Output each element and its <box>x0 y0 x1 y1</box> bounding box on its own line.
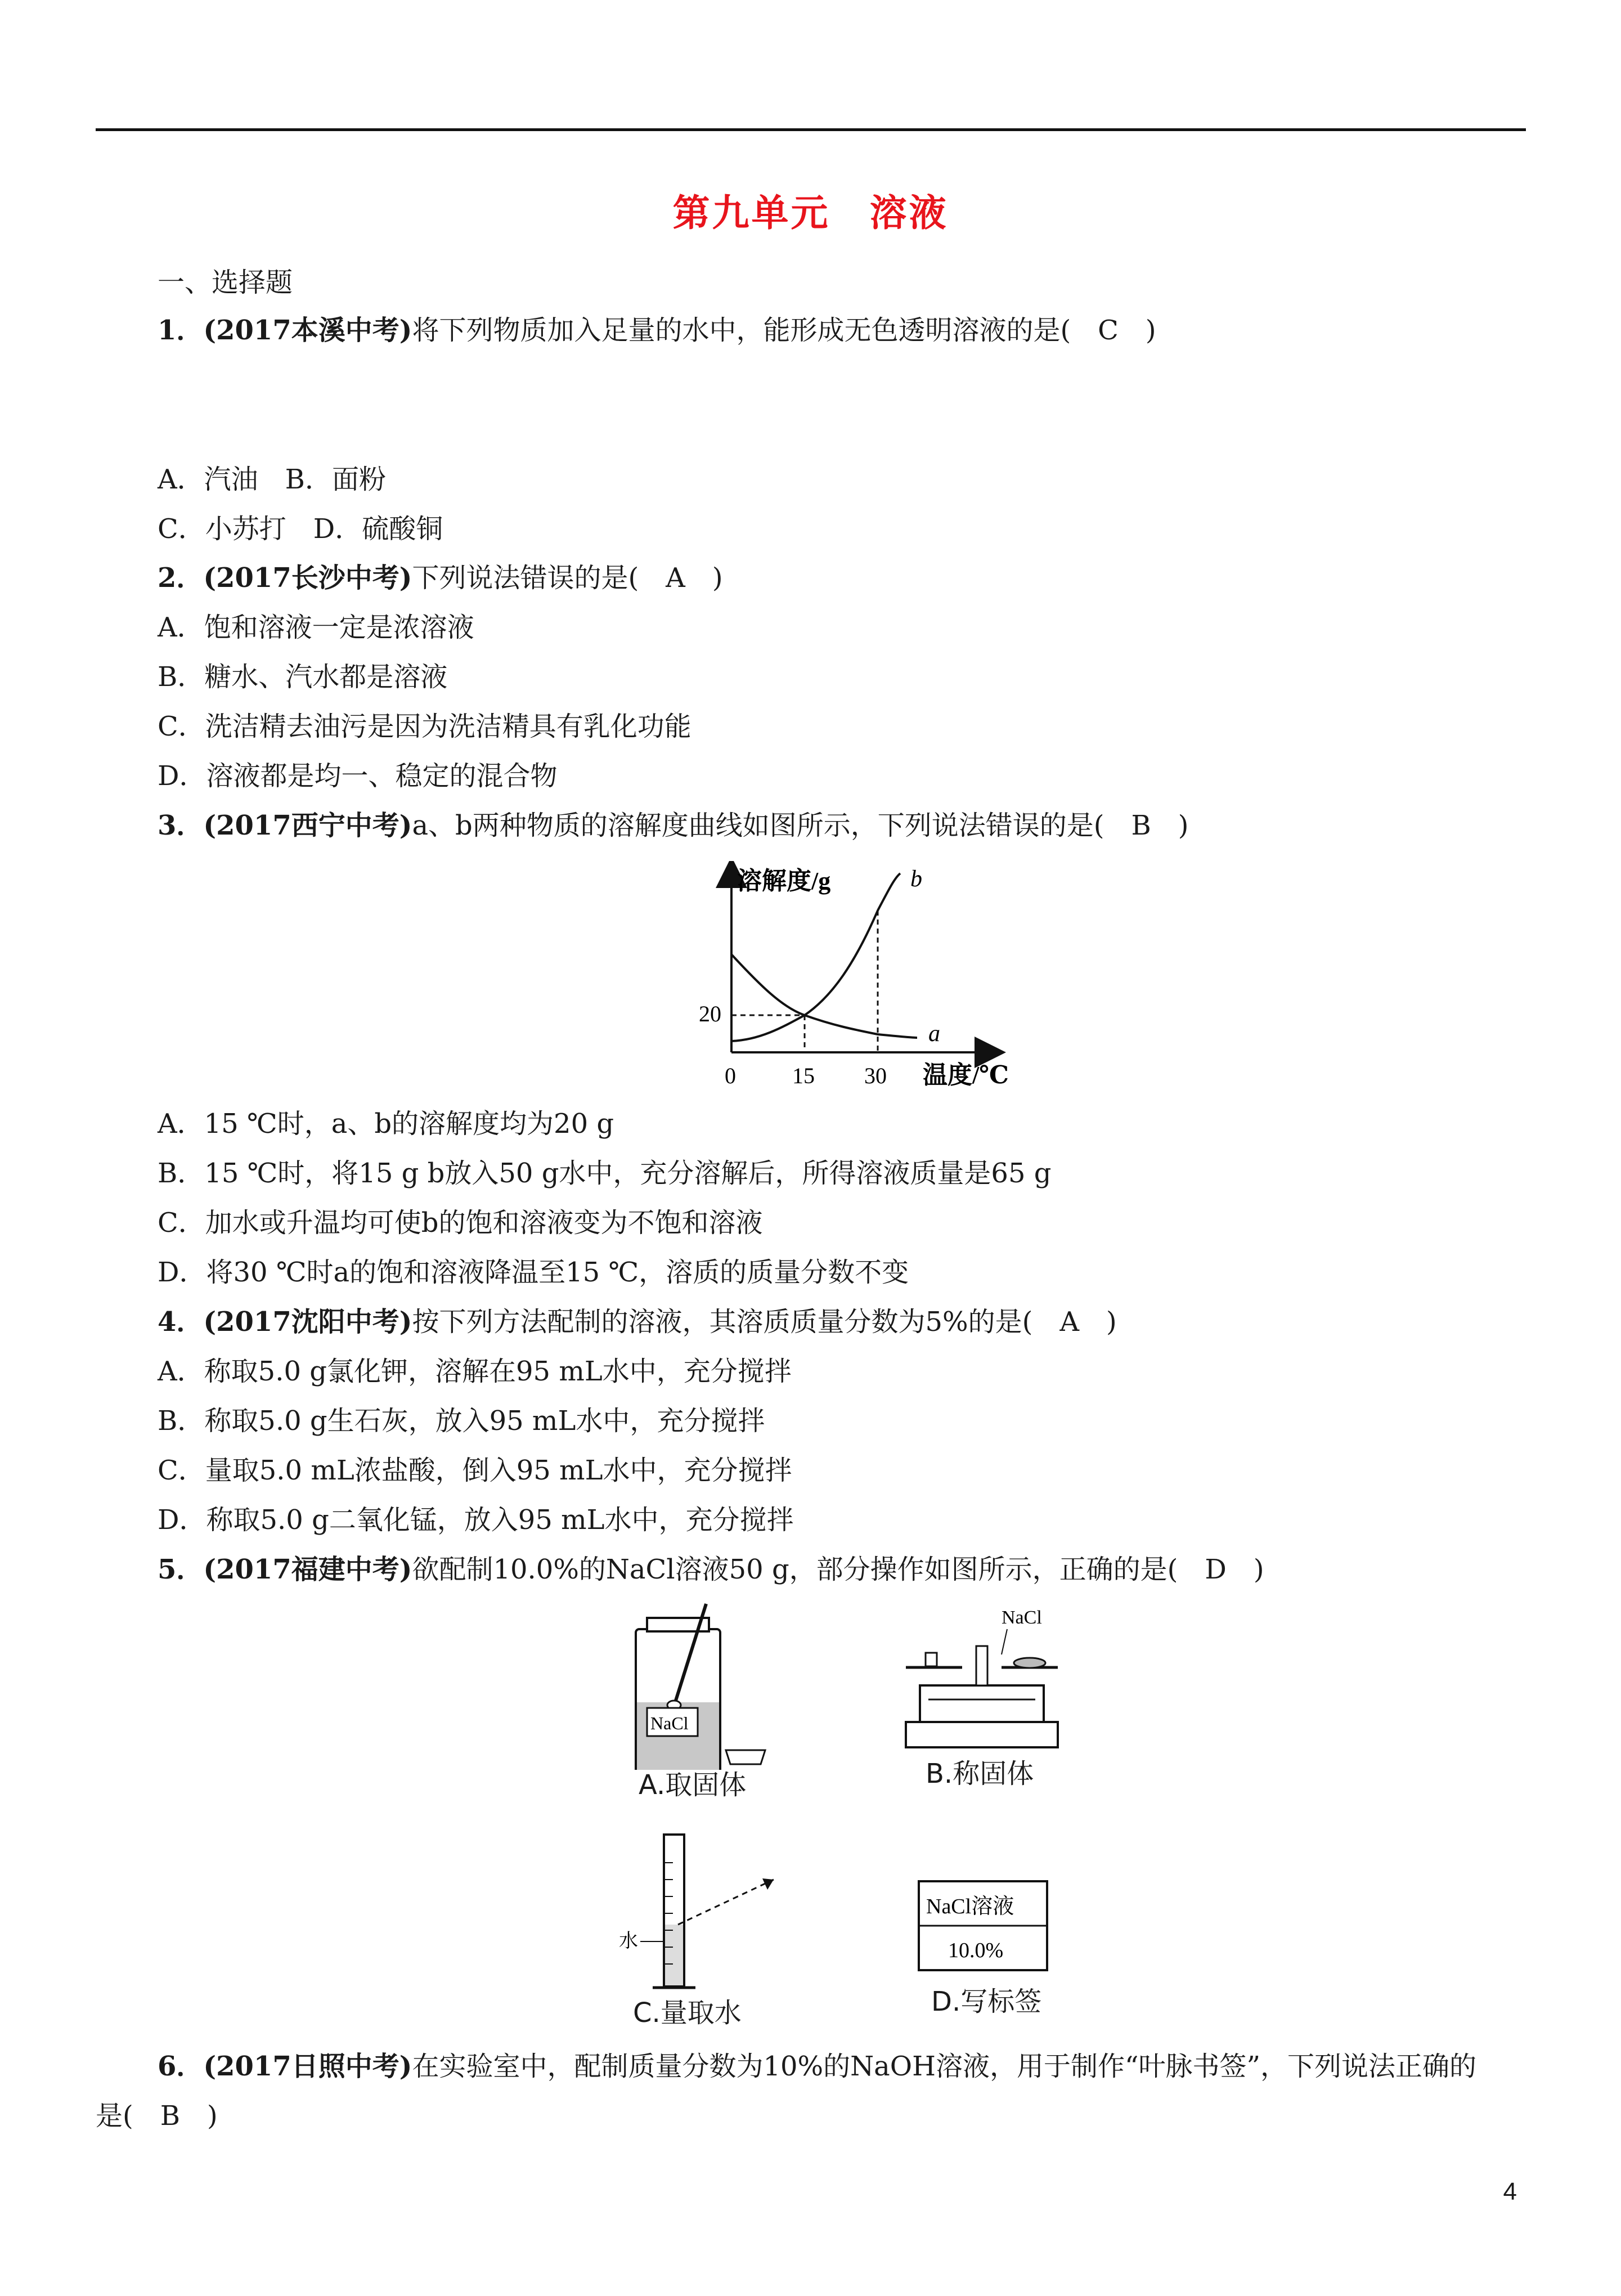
question-2: 2．(2017长沙中考)下列说法错误的是( A ) <box>158 562 723 594</box>
question-1: 1．(2017本溪中考)将下列物质加入足量的水中，能形成无色透明溶液的是( C ) <box>158 315 1156 346</box>
figure-b-caption: B.称固体 <box>926 1758 1034 1790</box>
q4-option-d: D．称取5.0 g二氧化锰，放入95 mL水中，充分搅拌 <box>158 1504 794 1536</box>
weighing-dish <box>726 1750 765 1764</box>
curve-a-label: a <box>928 1021 940 1047</box>
x-tick-30: 30 <box>864 1063 887 1088</box>
figure-a-caption: A.取固体 <box>639 1769 747 1801</box>
q3-option-d: D．将30 ℃时a的饱和溶液降温至15 ℃，溶质的质量分数不变 <box>158 1257 909 1288</box>
water-label: 水 <box>619 1931 638 1952</box>
q2-option-a: A．饱和溶液一定是浓溶液 <box>158 612 474 643</box>
x-tick-15: 15 <box>792 1063 815 1088</box>
x-tick-0: 0 <box>725 1063 736 1088</box>
balance-base <box>906 1722 1058 1747</box>
y-tick-20: 20 <box>699 1001 721 1026</box>
q4-option-b: B．称取5.0 g生石灰，放入95 mL水中，充分搅拌 <box>158 1405 765 1437</box>
header-rule <box>96 128 1526 131</box>
jar-label-text: NaCl <box>650 1713 689 1733</box>
balance-body <box>920 1685 1044 1722</box>
figure-a-take-solid <box>625 1601 771 1770</box>
label-solution-name: NaCl溶液 <box>926 1895 1014 1918</box>
section-heading: 一、选择题 <box>158 267 293 298</box>
q4-option-a: A．称取5.0 g氯化钾，溶解在95 mL水中，充分搅拌 <box>158 1356 792 1387</box>
curve-b <box>731 873 900 1041</box>
page-title: 第九单元 溶液 <box>672 191 949 235</box>
figure-b-weigh-solid <box>895 1601 1069 1759</box>
sight-line <box>678 1880 774 1925</box>
question-6-continued: 是( B ) <box>96 2100 218 2132</box>
q1-option-ab: A．汽油 B．面粉 <box>158 464 386 495</box>
balance-nacl-label: NaCl <box>1002 1607 1042 1628</box>
figure-d-caption: D.写标签 <box>931 1986 1042 2017</box>
solubility-chart <box>664 861 1069 1097</box>
question-6: 6．(2017日照中考)在实验室中，配制质量分数为10%的NaOH溶液，用于制作“叶脉书签”，下列说法正确的 <box>158 2051 1477 2082</box>
balance-pointer-line <box>1002 1629 1007 1654</box>
question-3: 3．(2017西宁中考)a、b两种物质的溶解度曲线如图所示，下列说法错误的是( B ) <box>158 810 1189 841</box>
balance-pillar <box>976 1646 987 1685</box>
q2-option-d: D．溶液都是均一、稳定的混合物 <box>158 760 558 792</box>
question-4: 4．(2017沈阳中考)按下列方法配制的溶液，其溶质质量分数为5%的是( A ) <box>158 1306 1117 1338</box>
figure-d-write-label <box>917 1880 1052 1975</box>
page-number: 4 <box>1503 2178 1517 2205</box>
x-axis-label: 温度/℃ <box>923 1061 1009 1089</box>
weight <box>926 1653 937 1666</box>
q3-option-c: C．加水或升温均可使b的饱和溶液变为不饱和溶液 <box>158 1207 763 1239</box>
q3-option-b: B．15 ℃时，将15 g b放入50 g水中，充分溶解后，所得溶液质量是65 g <box>158 1158 1052 1189</box>
q4-option-c: C．量取5.0 mL浓盐酸，倒入95 mL水中，充分搅拌 <box>158 1455 792 1486</box>
question-5: 5．(2017福建中考)欲配制10.0%的NaCl溶液50 g，部分操作如图所示，正确的是( D ) <box>158 1554 1264 1585</box>
label-concentration: 10.0% <box>948 1939 1004 1962</box>
curve-a <box>731 954 917 1038</box>
q1-option-cd: C．小苏打 D．硫酸铜 <box>158 513 443 545</box>
q3-option-a: A．15 ℃时，a、b的溶解度均为20 g <box>158 1108 614 1140</box>
figure-c-caption: C.量取水 <box>633 1997 742 2029</box>
q2-option-b: B．糖水、汽水都是溶液 <box>158 661 448 693</box>
cylinder-water <box>665 1925 683 1985</box>
y-axis-label: 溶解度/g <box>737 867 831 895</box>
figure-c-measure-water <box>619 1829 799 1998</box>
salt-pile <box>1014 1658 1045 1668</box>
curve-b-label: b <box>910 866 922 892</box>
q2-option-c: C．洗洁精去油污是因为洗洁精具有乳化功能 <box>158 711 691 742</box>
